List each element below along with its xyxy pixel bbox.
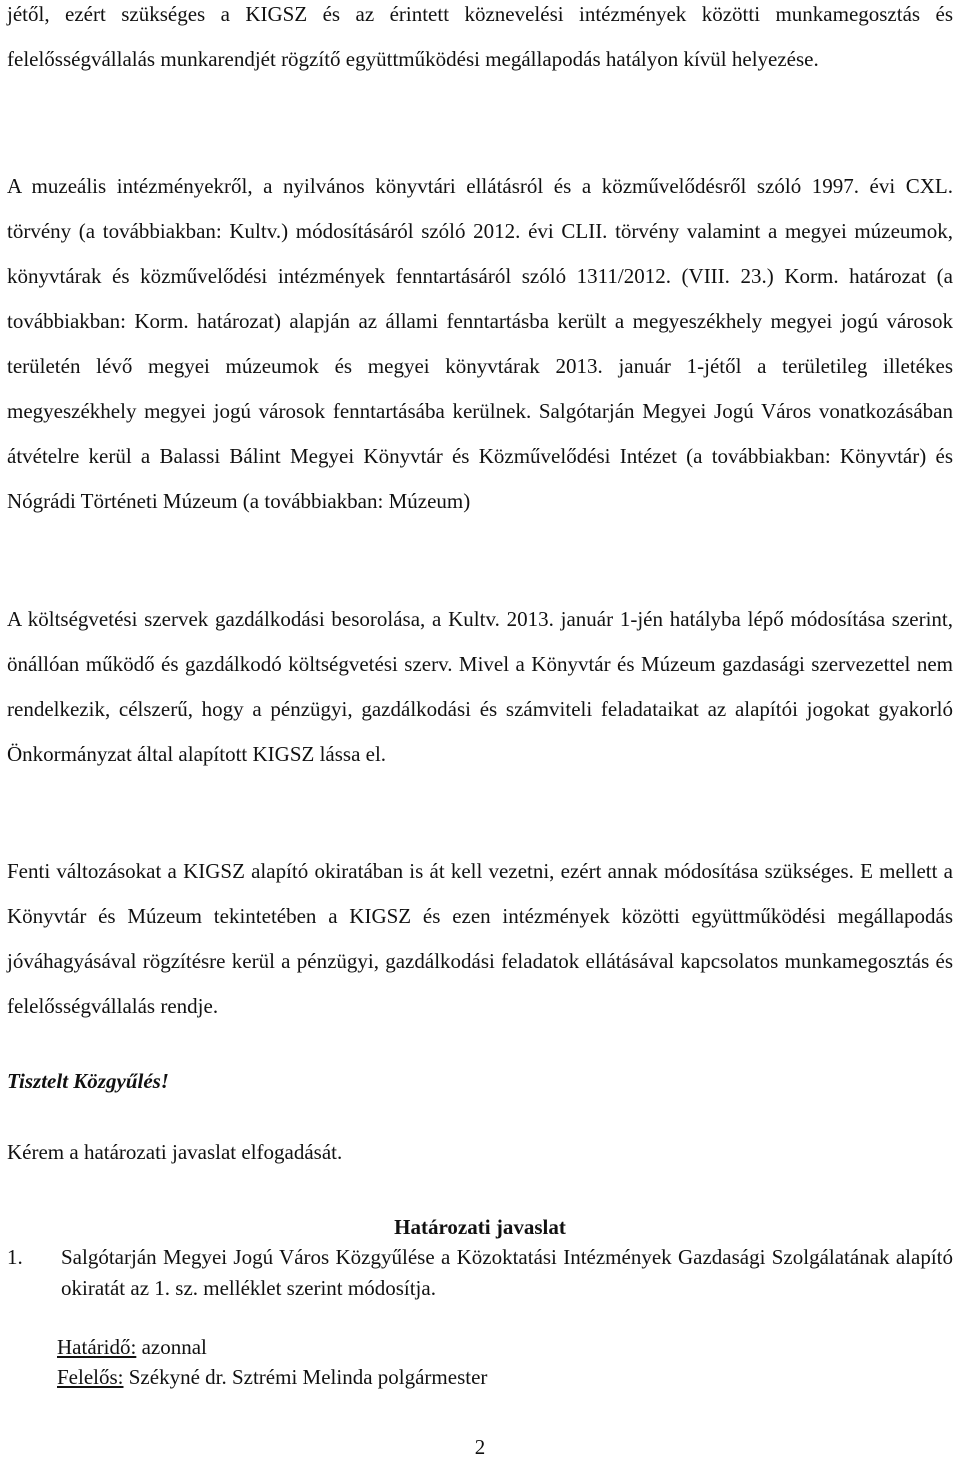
page-number: 2 — [474, 1435, 486, 1459]
responsible-line — [57, 1362, 487, 1392]
resolution-item-text: Salgótarján Megyei Jogú Város Közgyűlése a Közoktatási Intézmények Gazdasági Szolgálatának alapító okiratát az 1. sz. melléklet szerint módosítja. — [61, 1245, 953, 1300]
resolution-item-number: 1. — [7, 1245, 23, 1269]
deadline-label: Határidő: — [57, 1335, 137, 1359]
deadline-line — [57, 1332, 207, 1362]
paragraph-legal-basis: A muzeális intézményekről, a nyilvános könyvtári ellátásról és a közművelődésről szóló 1997. évi CXL. törvény (a továbbiakban: Kultv.) módosításáról szóló 2012. évi CLII. törvény valamint a megyei múzeumok, könyvtárak és közművelődési intézmények fenntartásáról szóló 1311/2012. (VIII. 23.) Korm. határozat (a továbbiakban: Korm. határozat) alapján az állami fenntartásba került a megyeszékhely megyei jogú városok területén lévő megyei múzeumok és megyei könyvtárak 2013. január 1-jétől a területileg illetékes megyeszékhely megyei jogú városok fenntartásába kerülnek. Salgótarján Megyei Jogú Város vonatkozásában átvételre kerül a Balassi Bálint Megyei Könyvtár és Közművelődési Intézet (a továbbiakban: Könyvtár) és Nógrádi Történeti Múzeum (a továbbiakban: Múzeum) — [7, 174, 953, 513]
responsible-value: Székyné dr. Sztrémi Melinda polgármester — [123, 1365, 488, 1389]
paragraph-budget-classification: A költségvetési szervek gazdálkodási besorolása, a Kultv. 2013. január 1-jén hatályba lépő módosítása szerint, önállóan működő és gazdálkodó költségvetési szerv. Mivel a Könyvtár és Múzeum gazdasági szervezettel nem rendelkezik, célszerű, hogy a pénzügyi, gazdálkodási és számviteli feladataikat az alapítói jogokat gyakorló Önkormányzat által alapított KIGSZ lássa el. — [7, 607, 953, 766]
paragraph-required-changes: Fenti változásokat a KIGSZ alapító okiratában is át kell vezetni, ezért annak módosítása szükséges. E mellett a Könyvtár és Múzeum tekintetében a KIGSZ és ezen intézmények közötti együttműködési megállapodás jóváhagyásával rögzítésre kerül a pénzügyi, gazdálkodási feladatok ellátásával kapcsolatos munkamegosztás és felelősségvállalás rendje. — [7, 859, 953, 1018]
paragraph-intro-continuation: jétől, ezért szükséges a KIGSZ és az érintett köznevelési intézmények közötti munkamegosztás és felelősségvállalás munkarendjét rögzítő együttműködési megállapodás hatályon kívül helyezése. — [7, 2, 953, 71]
salutation: Tisztelt Közgyűlés! — [7, 1069, 169, 1093]
resolution-title: Határozati javaslat — [394, 1215, 566, 1239]
request-sentence: Kérem a határozati javaslat elfogadását. — [7, 1140, 343, 1164]
responsible-label: Felelős: — [57, 1365, 124, 1389]
deadline-value: azonnal — [136, 1335, 207, 1359]
